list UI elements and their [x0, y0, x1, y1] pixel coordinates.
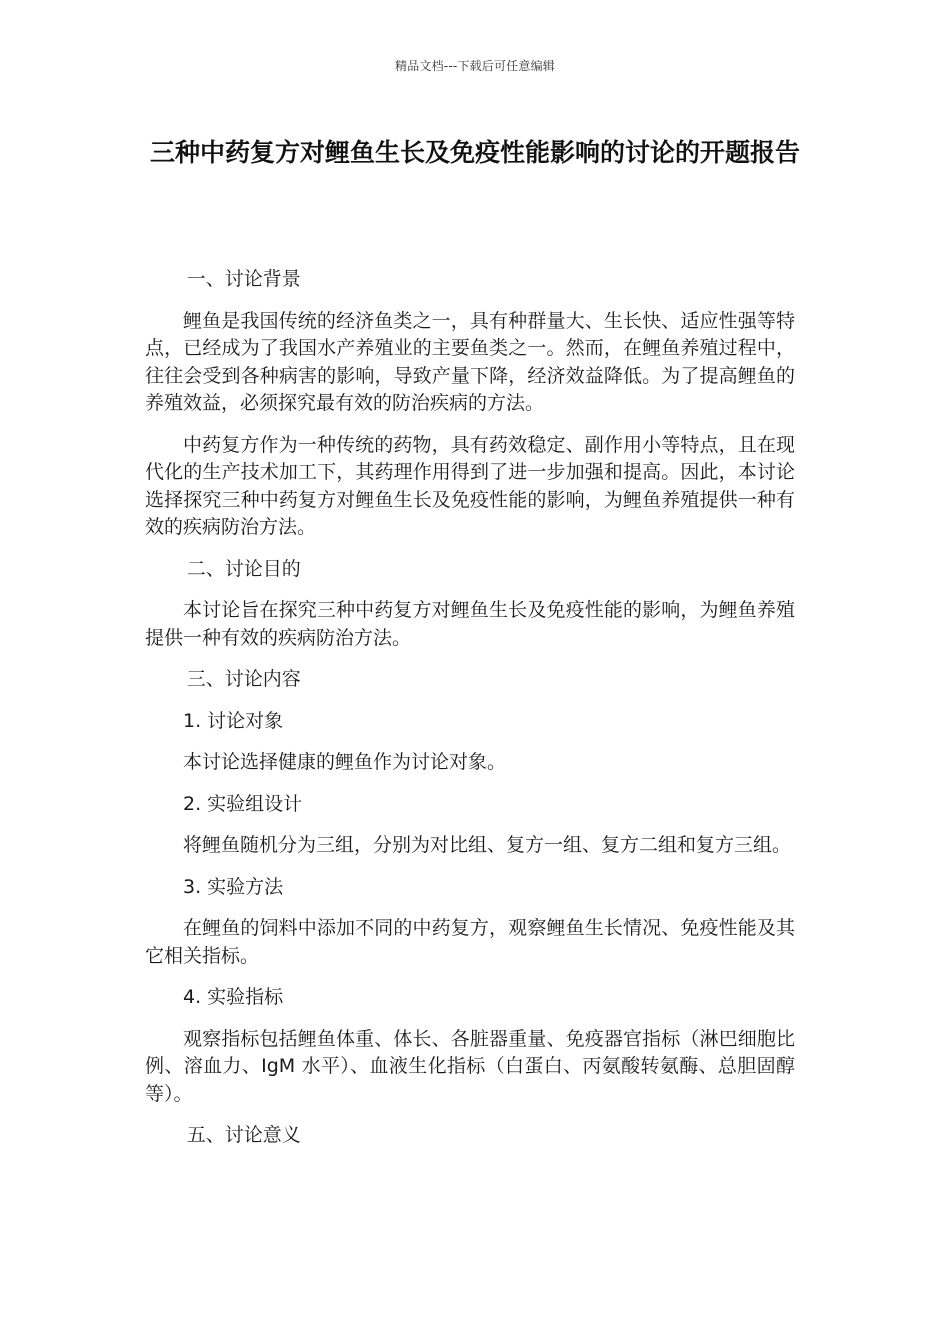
page-header: 精品文档---下载后可任意编辑: [395, 59, 555, 73]
section-heading-significance: 五、讨论意义: [186, 1124, 301, 1146]
section-heading-background: 一、讨论背景: [186, 268, 301, 290]
paragraph-method: 在鲤鱼的饲料中添加不同的中药复方，观察鲤鱼生长情况、免疫性能及其它相关指标。: [145, 917, 795, 967]
section-heading-purpose: 二、讨论目的: [186, 557, 301, 580]
paragraph-purpose: 本讨论旨在探究三种中药复方对鲤鱼生长及免疫性能的影响，为鲤鱼养殖提供一种有效的疾病防治方法。: [145, 599, 795, 649]
paragraph-group-design: 将鲤鱼随机分为三组，分别为对比组、复方一组、复方二组和复方三组。: [183, 834, 792, 856]
paragraph-background-2: 中药复方作为一种传统的药物，具有药效稳定、副作用小等特点，且在现代化的生产技术加工下，其药理作用得到了进一步加强和提高。因此，本讨论选择探究三种中药复方对鲤鱼生长及免疫性能的影响，为鲤鱼养殖提供一种有效的疾病防治方法。: [145, 433, 795, 538]
section-heading-content: 三、讨论内容: [186, 668, 301, 690]
document-body: [145, 266, 795, 1164]
paragraph-subject: 本讨论选择健康的鲤鱼作为讨论对象。: [183, 751, 507, 773]
paragraph-indicators: 观察指标包括鲤鱼体重、体长、各脏器重量、免疫器官指标（淋巴细胞比例、溶血力、IgM 水平）、血液生化指标（白蛋白、丙氨酸转氨酶、总胆固醇等）。: [145, 1027, 795, 1105]
subheading-indicators: 4. 实验指标: [183, 986, 284, 1008]
subheading-method: 3. 实验方法: [183, 875, 284, 898]
subheading-group-design: 2. 实验组设计: [183, 792, 303, 815]
paragraph-background-1: 鲤鱼是我国传统的经济鱼类之一，具有种群量大、生长快、适应性强等特点，已经成为了我国水产养殖业的主要鱼类之一。然而，在鲤鱼养殖过程中，往往会受到各种病害的影响，导致产量下降，经济效益降低。为了提高鲤鱼的养殖效益，必须探究最有效的防治疾病的方法。: [145, 309, 795, 414]
subheading-subject: 1. 讨论对象: [183, 709, 284, 732]
document-title: 三种中药复方对鲤鱼生长及免疫性能影响的讨论的开题报告: [149, 138, 800, 167]
